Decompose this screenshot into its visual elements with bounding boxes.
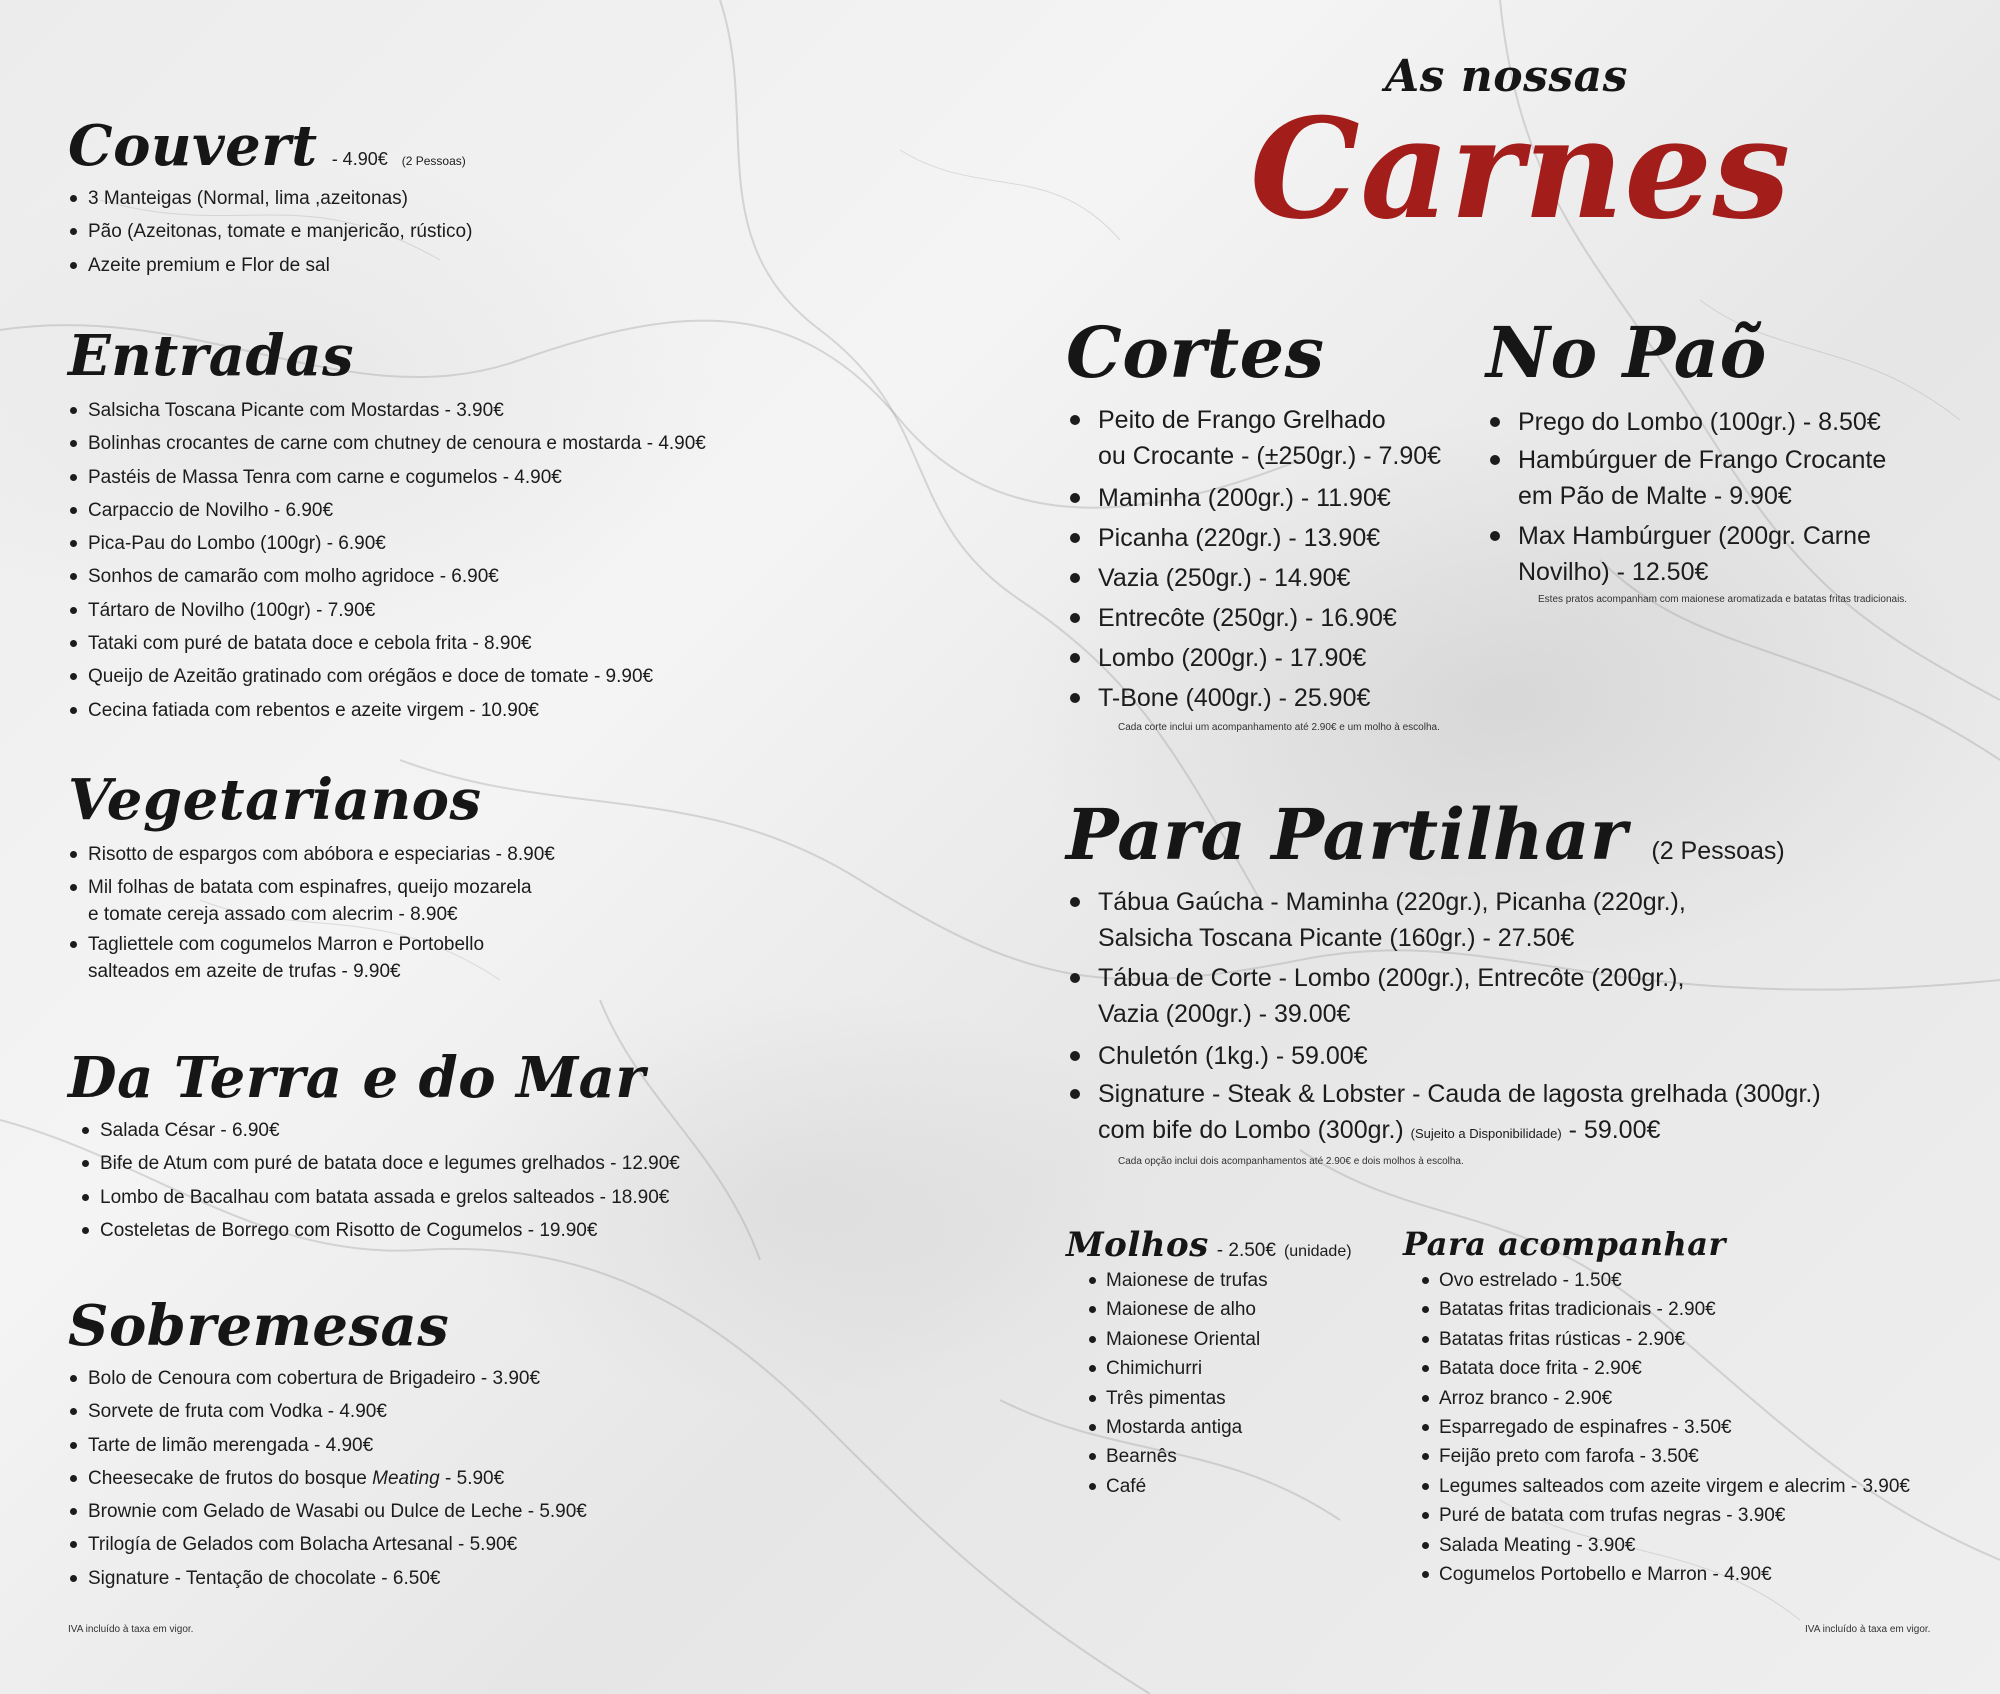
- molhos-title: Molhos: [1066, 1225, 1209, 1265]
- couvert-persons: (2 Pessoas): [401, 154, 466, 168]
- item-line-1: Tagliettele com cogumelos Marron e Portobello: [88, 934, 485, 956]
- molhos-price: - 2.50€: [1216, 1240, 1276, 1261]
- list-item: Chimichurri: [1086, 1354, 1352, 1383]
- terra-mar-title: Da Terra e do Mar: [68, 1045, 646, 1111]
- item-line-2: e tomate cereja assado com alecrim - 8.90€: [88, 904, 458, 926]
- list-item: Batatas fritas tradicionais - 2.90€: [1419, 1295, 1910, 1324]
- list-item: [68, 1562, 587, 1595]
- acompanhar-section: [1403, 1225, 1911, 1589]
- item-text: Tarte de limão merengada - 4.90€: [88, 1434, 374, 1456]
- partilhar-persons: (2 Pessoas): [1651, 837, 1785, 865]
- molhos-unit: (unidade): [1283, 1243, 1352, 1260]
- couvert-list: [68, 182, 472, 282]
- list-item: Picanha (220gr.) - 13.90€: [1066, 518, 1441, 558]
- list-item: [68, 1495, 587, 1528]
- list-item: Vazia (250gr.) - 14.90€: [1066, 558, 1441, 598]
- list-item: 3 Manteigas (Normal, lima ,azeitonas): [68, 182, 472, 215]
- list-item: [68, 1395, 587, 1428]
- list-item: Bolinhas crocantes de carne com chutney de cenoura e mostarda - 4.90€: [68, 427, 706, 460]
- list-item: Salsicha Toscana Picante com Mostardas - 3.90€: [68, 394, 706, 427]
- item-text: Brownie com Gelado de Wasabi ou Dulce de Leche - 5.90€: [88, 1501, 587, 1523]
- list-item: [68, 838, 555, 871]
- vegetarianos-title: Vegetarianos: [68, 767, 482, 833]
- terra-mar-list: [80, 1114, 680, 1247]
- entradas-list: [68, 394, 706, 727]
- no-pao-note: Estes pratos acompanham com maionese aromatizada e batatas fritas tradicionais.: [1538, 594, 1908, 605]
- item-line-1: Tábua Gaúcha - Maminha (220gr.), Picanha (220gr.),: [1098, 888, 1686, 916]
- couvert-section: [68, 113, 473, 282]
- list-item: Pastéis de Massa Tenra com carne e cogumelos - 4.90€: [68, 461, 706, 494]
- entradas-section: [68, 323, 706, 727]
- list-item: Batata doce frita - 2.90€: [1419, 1354, 1910, 1383]
- cortes-list: [1066, 402, 1441, 718]
- list-item: Legumes salteados com azeite virgem e alecrim - 3.90€: [1419, 1472, 1910, 1501]
- list-item: Chuletón (1kg.) - 59.00€: [1066, 1036, 1821, 1076]
- list-item: Lombo de Bacalhau com batata assada e grelos salteados - 18.90€: [80, 1181, 680, 1214]
- item-text: Signature - Tentação de chocolate - 6.50€: [88, 1567, 441, 1589]
- list-item: Sonhos de camarão com molho agridoce - 6.90€: [68, 560, 706, 593]
- list-item: Maionese de alho: [1086, 1295, 1352, 1324]
- vegetarianos-list: [68, 838, 555, 985]
- list-item: Pão (Azeitonas, tomate e manjericão, rústico): [68, 215, 472, 248]
- sobremesas-section: [68, 1293, 587, 1595]
- entradas-title: Entradas: [68, 323, 355, 389]
- item-price: - 5.90€: [439, 1467, 505, 1489]
- list-item: Costeletas de Borrego com Risotto de Cogumelos - 19.90€: [80, 1214, 680, 1247]
- molhos-list: [1086, 1266, 1352, 1501]
- partilhar-note: Cada opção inclui dois acompanhamentos até 2.90€ e dois molhos à escolha.: [1118, 1156, 1464, 1167]
- terra-mar-section: [68, 1045, 680, 1247]
- vegetarianos-section: [68, 767, 555, 988]
- list-item: [68, 874, 555, 928]
- list-item: Três pimentas: [1086, 1384, 1352, 1413]
- partilhar-section: [1066, 793, 1821, 1167]
- list-item: [1486, 442, 1907, 514]
- item-line-1: Mil folhas de batata com espinafres, queijo mozarela: [88, 877, 532, 899]
- list-item: [1066, 402, 1441, 474]
- list-item: Puré de batata com trufas negras - 3.90€: [1419, 1501, 1910, 1530]
- list-item: [68, 1528, 587, 1561]
- list-item: [68, 1429, 587, 1462]
- header-title-wrap: [1250, 87, 1791, 250]
- acompanhar-list: [1419, 1266, 1910, 1589]
- cortes-title: Cortes: [1066, 311, 1325, 394]
- item-line-1: Hambúrguer de Frango Crocante: [1518, 446, 1887, 474]
- no-pao-list: [1486, 402, 1907, 590]
- item-price: - 59.00€: [1561, 1116, 1661, 1144]
- list-item: [1066, 960, 1821, 1032]
- list-item: Queijo de Azeitão gratinado com orégãos e doce de tomate - 9.90€: [68, 660, 706, 693]
- list-item: Pica-Pau do Lombo (100gr) - 6.90€: [68, 527, 706, 560]
- list-item: Esparregado de espinafres - 3.50€: [1419, 1413, 1910, 1442]
- acompanhar-title: Para acompanhar: [1403, 1225, 1726, 1263]
- header-pre: As nossas: [1385, 51, 1628, 102]
- list-item: Maminha (200gr.) - 11.90€: [1066, 478, 1441, 518]
- list-item: Ovo estrelado - 1.50€: [1419, 1266, 1910, 1295]
- item-line-2: ou Crocante - (±250gr.) - 7.90€: [1098, 442, 1442, 470]
- list-item: Arroz branco - 2.90€: [1419, 1384, 1910, 1413]
- item-line-2: Novilho) - 12.50€: [1518, 558, 1709, 586]
- item-availability: (Sujeito a Disponibilidade): [1410, 1126, 1562, 1141]
- list-item: Cogumelos Portobello e Marron - 4.90€: [1419, 1560, 1910, 1589]
- item-line-1: Risotto de espargos com abóbora e especiarias - 8.90€: [88, 844, 555, 865]
- list-item: Batatas fritas rústicas - 2.90€: [1419, 1325, 1910, 1354]
- item-text: Sorvete de fruta com Vodka - 4.90€: [88, 1401, 387, 1423]
- list-item: Mostarda antiga: [1086, 1413, 1352, 1442]
- item-line-2: Vazia (200gr.) - 39.00€: [1098, 1000, 1351, 1028]
- cortes-note: Cada corte inclui um acompanhamento até 2.90€ e um molho à escolha.: [1118, 722, 1440, 733]
- sobremesas-title: Sobremesas: [68, 1293, 450, 1359]
- header-title: Carnes: [1250, 87, 1791, 250]
- partilhar-list: [1066, 884, 1821, 1152]
- item-text: Cheesecake de frutos do bosque: [88, 1467, 373, 1489]
- list-item: Cecina fatiada com rebentos e azeite virgem - 10.90€: [68, 694, 706, 727]
- list-item: Azeite premium e Flor de sal: [68, 249, 472, 282]
- molhos-section: [1066, 1225, 1352, 1501]
- iva-note-left: IVA incluído à taxa em vigor.: [68, 1624, 194, 1635]
- list-item: [1486, 518, 1907, 590]
- list-item: Tataki com puré de batata doce e cebola frita - 8.90€: [68, 627, 706, 660]
- list-item: [1066, 884, 1821, 956]
- list-item: Salada César - 6.90€: [80, 1114, 680, 1147]
- item-line-1: Tábua de Corte - Lombo (200gr.), Entrecôte (200gr.),: [1098, 964, 1685, 992]
- item-line-2: Salsicha Toscana Picante (160gr.) - 27.50€: [1098, 924, 1575, 952]
- partilhar-title: Para Partilhar: [1066, 793, 1628, 876]
- list-item: Prego do Lombo (100gr.) - 8.50€: [1486, 402, 1907, 442]
- item-text: com bife do Lombo (300gr.): [1098, 1116, 1411, 1144]
- list-item: Maionese de trufas: [1086, 1266, 1352, 1295]
- list-item: Bife de Atum com puré de batata doce e legumes grelhados - 12.90€: [80, 1147, 680, 1180]
- list-item: Lombo (200gr.) - 17.90€: [1066, 638, 1441, 678]
- list-item: Maionese Oriental: [1086, 1325, 1352, 1354]
- item-line-1: Signature - Steak & Lobster - Cauda de lagosta grelhada (300gr.): [1098, 1080, 1821, 1108]
- couvert-price: - 4.90€: [331, 149, 388, 169]
- list-item: Tártaro de Novilho (100gr) - 7.90€: [68, 594, 706, 627]
- item-brand: Meating: [372, 1467, 440, 1489]
- item-line-2: salteados em azeite de trufas - 9.90€: [88, 961, 401, 983]
- no-pao-title: No Paõ: [1486, 311, 1767, 394]
- item-line-2: em Pão de Malte - 9.90€: [1518, 482, 1792, 510]
- list-item: Entrecôte (250gr.) - 16.90€: [1066, 598, 1441, 638]
- cortes-section: [1066, 311, 1442, 733]
- list-item: Café: [1086, 1472, 1352, 1501]
- item-line-2: [1098, 1112, 1821, 1152]
- no-pao-section: [1486, 311, 1908, 605]
- item-text: Trilogía de Gelados com Bolacha Artesanal - 5.90€: [88, 1534, 518, 1556]
- list-item: [68, 1462, 587, 1495]
- sobremesas-list: [68, 1362, 587, 1595]
- item-text: Bolo de Cenoura com cobertura de Brigadeiro - 3.90€: [88, 1368, 541, 1389]
- iva-note-right: IVA incluído à taxa em vigor.: [1805, 1624, 1931, 1635]
- item-line-1: Peito de Frango Grelhado: [1098, 406, 1386, 434]
- list-item: [68, 931, 555, 985]
- list-item: Bearnês: [1086, 1442, 1352, 1471]
- list-item: [1066, 1076, 1821, 1152]
- couvert-title: Couvert: [68, 113, 318, 179]
- list-item: Salada Meating - 3.90€: [1419, 1531, 1910, 1560]
- item-line-1: Max Hambúrguer (200gr. Carne: [1518, 522, 1871, 550]
- list-item: Carpaccio de Novilho - 6.90€: [68, 494, 706, 527]
- list-item: [68, 1362, 587, 1395]
- list-item: T-Bone (400gr.) - 25.90€: [1066, 678, 1441, 718]
- list-item: Feijão preto com farofa - 3.50€: [1419, 1442, 1910, 1471]
